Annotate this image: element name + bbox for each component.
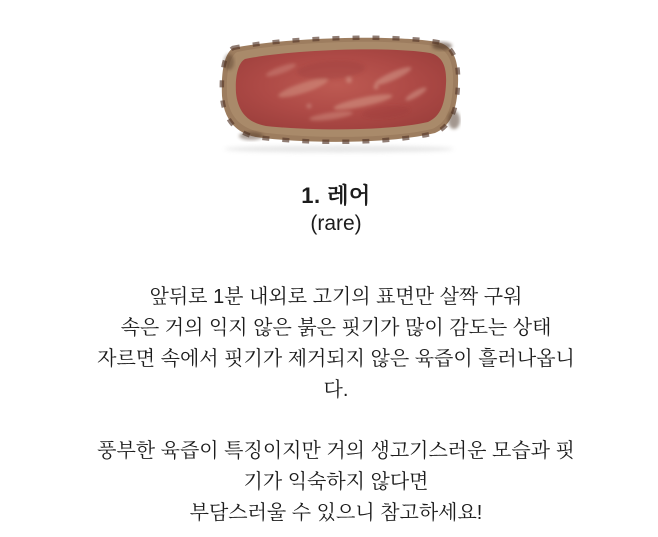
text-line: 기가 익숙하지 않다면 [243,471,429,493]
section-title: 1. 레어 [301,183,371,208]
char-spot [239,132,263,140]
description-paragraph-2 [7,436,658,529]
title-block [7,182,658,238]
char-spot [448,111,460,129]
text-line: 속은 거의 익지 않은 붉은 핏기가 많이 감도는 상태 [120,317,552,339]
char-spot [432,42,452,50]
post-content [7,32,658,529]
char-spot [224,54,234,70]
section-subtitle-english: (rare) [310,212,362,235]
rare-steak-image [211,32,461,158]
description-paragraph-1 [7,282,658,406]
text-line: 앞뒤로 1분 내외로 고기의 표면만 살짝 구워 [149,286,523,308]
text-line: 풍부한 육즙이 특징이지만 거의 생고기스러운 모습과 핏 [97,440,575,462]
text-line: 자르면 속에서 핏기가 제거되지 않은 육즙이 흘러나옵니 [97,348,575,370]
steak-shadow [224,146,454,153]
text-line: 다. [323,379,349,401]
text-line: 부담스러울 수 있으니 참고하세요! [189,502,483,524]
